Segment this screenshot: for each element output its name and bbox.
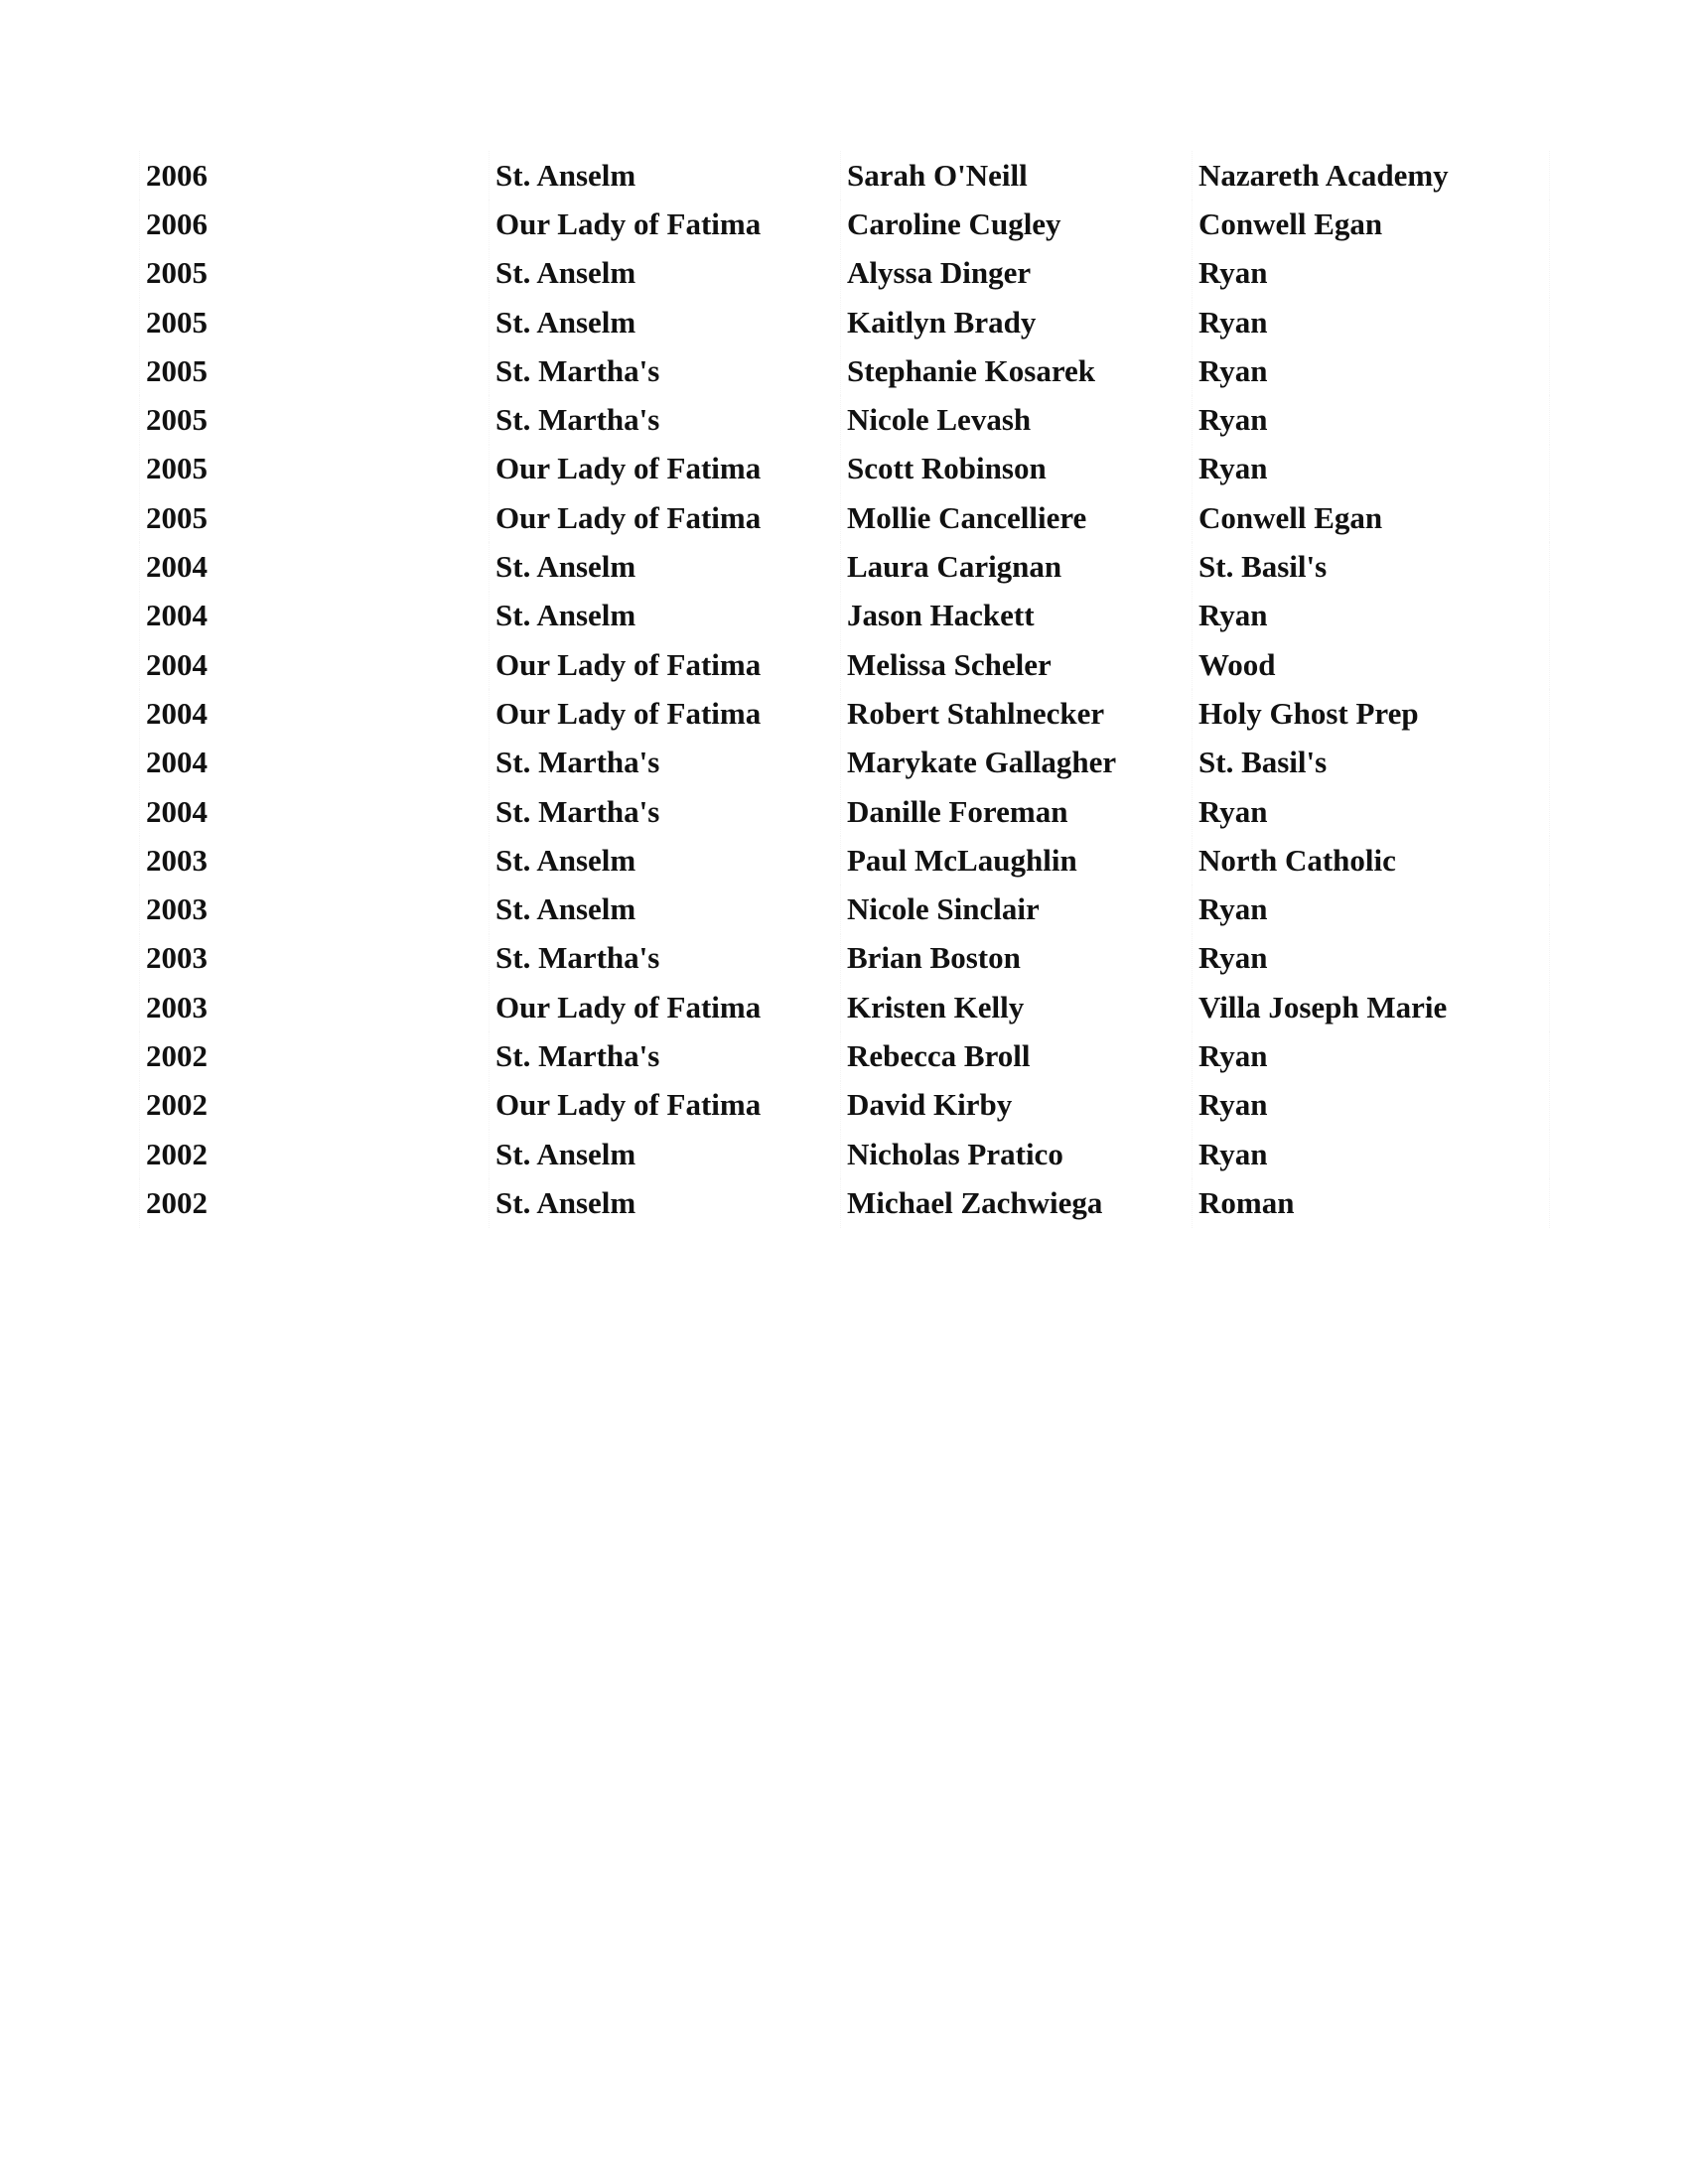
student-name-cell: Marykate Gallagher xyxy=(841,739,1193,787)
table-row xyxy=(140,640,1550,689)
high-school-cell: Ryan xyxy=(1193,787,1550,836)
table-row xyxy=(140,689,1550,738)
high-school-cell: St. Basil's xyxy=(1193,542,1550,591)
student-name-cell: Mollie Cancelliere xyxy=(841,493,1193,542)
high-school-cell: Ryan xyxy=(1193,934,1550,983)
year-cell: 2004 xyxy=(140,787,490,836)
table-row xyxy=(140,298,1550,346)
year-cell: 2006 xyxy=(140,151,490,200)
year-cell: 2004 xyxy=(140,542,490,591)
table-row xyxy=(140,787,1550,836)
student-name-cell: Robert Stahlnecker xyxy=(841,689,1193,738)
student-name-cell: Nicole Sinclair xyxy=(841,885,1193,933)
student-name-cell: Melissa Scheler xyxy=(841,640,1193,689)
student-name-cell: Brian Boston xyxy=(841,934,1193,983)
year-cell: 2003 xyxy=(140,885,490,933)
high-school-cell: Ryan xyxy=(1193,445,1550,493)
parish-cell: Our Lady of Fatima xyxy=(490,983,841,1031)
table-row xyxy=(140,934,1550,983)
high-school-cell: North Catholic xyxy=(1193,836,1550,885)
table-row xyxy=(140,346,1550,395)
high-school-cell: Ryan xyxy=(1193,592,1550,640)
high-school-cell: Ryan xyxy=(1193,1081,1550,1130)
student-name-cell: Danille Foreman xyxy=(841,787,1193,836)
table-row xyxy=(140,445,1550,493)
year-cell: 2005 xyxy=(140,249,490,298)
parish-cell: St. Anselm xyxy=(490,1130,841,1178)
high-school-cell: Ryan xyxy=(1193,1130,1550,1178)
parish-cell: St. Martha's xyxy=(490,1031,841,1080)
student-name-cell: Kaitlyn Brady xyxy=(841,298,1193,346)
parish-cell: St. Martha's xyxy=(490,346,841,395)
table-body xyxy=(140,151,1550,1228)
table-row xyxy=(140,493,1550,542)
table-row xyxy=(140,885,1550,933)
table-row xyxy=(140,395,1550,444)
student-name-cell: Scott Robinson xyxy=(841,445,1193,493)
parish-cell: Our Lady of Fatima xyxy=(490,493,841,542)
high-school-cell: Conwell Egan xyxy=(1193,493,1550,542)
parish-cell: Our Lady of Fatima xyxy=(490,689,841,738)
scholarship-table xyxy=(139,151,1550,1228)
high-school-cell: Ryan xyxy=(1193,249,1550,298)
year-cell: 2005 xyxy=(140,445,490,493)
year-cell: 2005 xyxy=(140,298,490,346)
high-school-cell: Ryan xyxy=(1193,885,1550,933)
year-cell: 2003 xyxy=(140,983,490,1031)
student-name-cell: Nicholas Pratico xyxy=(841,1130,1193,1178)
high-school-cell: Ryan xyxy=(1193,346,1550,395)
table-row xyxy=(140,836,1550,885)
student-name-cell: Laura Carignan xyxy=(841,542,1193,591)
year-cell: 2005 xyxy=(140,493,490,542)
student-name-cell: Nicole Levash xyxy=(841,395,1193,444)
table-row xyxy=(140,739,1550,787)
high-school-cell: Wood xyxy=(1193,640,1550,689)
year-cell: 2002 xyxy=(140,1130,490,1178)
student-name-cell: Caroline Cugley xyxy=(841,200,1193,248)
parish-cell: St. Martha's xyxy=(490,395,841,444)
year-cell: 2004 xyxy=(140,640,490,689)
high-school-cell: St. Basil's xyxy=(1193,739,1550,787)
year-cell: 2004 xyxy=(140,739,490,787)
table-row xyxy=(140,249,1550,298)
high-school-cell: Roman xyxy=(1193,1178,1550,1227)
parish-cell: St. Martha's xyxy=(490,787,841,836)
table-row xyxy=(140,1031,1550,1080)
table-row xyxy=(140,983,1550,1031)
student-name-cell: Rebecca Broll xyxy=(841,1031,1193,1080)
table-row xyxy=(140,592,1550,640)
table-row xyxy=(140,1081,1550,1130)
parish-cell: St. Anselm xyxy=(490,885,841,933)
student-name-cell: Stephanie Kosarek xyxy=(841,346,1193,395)
parish-cell: St. Martha's xyxy=(490,934,841,983)
high-school-cell: Nazareth Academy xyxy=(1193,151,1550,200)
parish-cell: St. Anselm xyxy=(490,298,841,346)
parish-cell: St. Anselm xyxy=(490,249,841,298)
parish-cell: Our Lady of Fatima xyxy=(490,445,841,493)
year-cell: 2002 xyxy=(140,1178,490,1227)
high-school-cell: Villa Joseph Marie xyxy=(1193,983,1550,1031)
student-name-cell: Jason Hackett xyxy=(841,592,1193,640)
table-row xyxy=(140,151,1550,200)
parish-cell: St. Anselm xyxy=(490,1178,841,1227)
student-name-cell: Paul McLaughlin xyxy=(841,836,1193,885)
student-name-cell: Alyssa Dinger xyxy=(841,249,1193,298)
year-cell: 2006 xyxy=(140,200,490,248)
year-cell: 2005 xyxy=(140,346,490,395)
high-school-cell: Ryan xyxy=(1193,1031,1550,1080)
year-cell: 2004 xyxy=(140,592,490,640)
parish-cell: St. Anselm xyxy=(490,836,841,885)
student-name-cell: Sarah O'Neill xyxy=(841,151,1193,200)
table-row xyxy=(140,200,1550,248)
table-row xyxy=(140,542,1550,591)
year-cell: 2004 xyxy=(140,689,490,738)
student-name-cell: David Kirby xyxy=(841,1081,1193,1130)
year-cell: 2002 xyxy=(140,1081,490,1130)
table-row xyxy=(140,1178,1550,1227)
year-cell: 2003 xyxy=(140,934,490,983)
year-cell: 2005 xyxy=(140,395,490,444)
high-school-cell: Conwell Egan xyxy=(1193,200,1550,248)
table-row xyxy=(140,1130,1550,1178)
parish-cell: St. Anselm xyxy=(490,592,841,640)
parish-cell: St. Martha's xyxy=(490,739,841,787)
parish-cell: Our Lady of Fatima xyxy=(490,200,841,248)
high-school-cell: Holy Ghost Prep xyxy=(1193,689,1550,738)
year-cell: 2002 xyxy=(140,1031,490,1080)
student-name-cell: Kristen Kelly xyxy=(841,983,1193,1031)
high-school-cell: Ryan xyxy=(1193,298,1550,346)
student-name-cell: Michael Zachwiega xyxy=(841,1178,1193,1227)
parish-cell: St. Anselm xyxy=(490,542,841,591)
parish-cell: Our Lady of Fatima xyxy=(490,1081,841,1130)
parish-cell: Our Lady of Fatima xyxy=(490,640,841,689)
parish-cell: St. Anselm xyxy=(490,151,841,200)
high-school-cell: Ryan xyxy=(1193,395,1550,444)
year-cell: 2003 xyxy=(140,836,490,885)
